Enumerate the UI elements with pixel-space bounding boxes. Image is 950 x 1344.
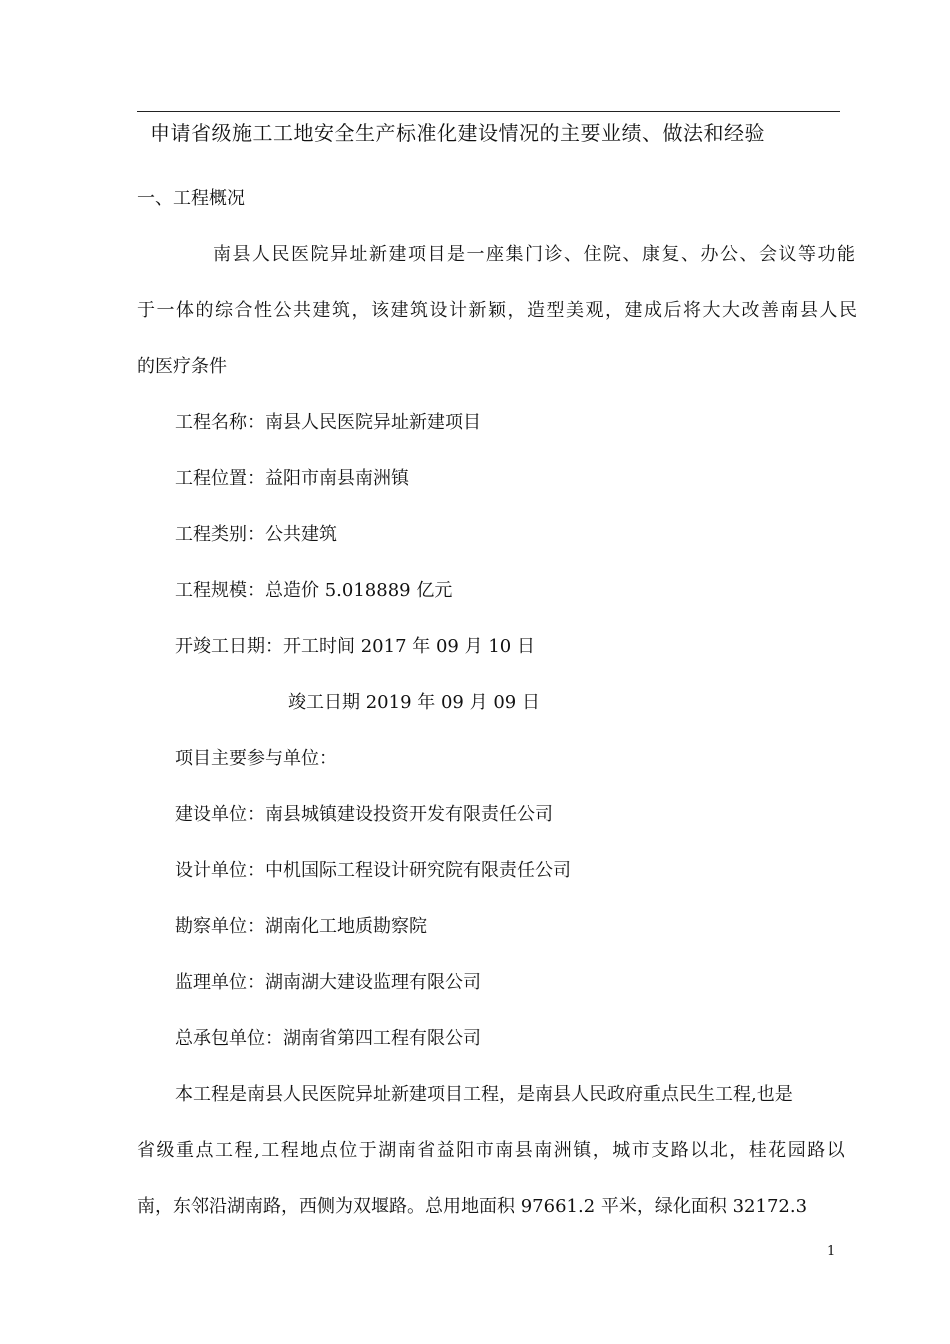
overview-paragraph-line: 的医疗条件 — [137, 356, 227, 377]
participant-general-contractor: 总承包单位：湖南省第四工程有限公司 — [175, 1028, 481, 1049]
document-title: 申请省级施工工地安全生产标准化建设情况的主要业绩、做法和经验 — [150, 121, 765, 145]
project-name: 工程名称：南县人民医院异址新建项目 — [175, 412, 481, 433]
participant-builder: 建设单位：南县城镇建设投资开发有限责任公司 — [175, 804, 553, 825]
participants-heading: 项目主要参与单位： — [175, 748, 337, 769]
project-location: 工程位置：益阳市南县南洲镇 — [175, 468, 409, 489]
body-paragraph-line: 南，东邻沿湖南路，西侧为双堰路。总用地面积 97661.2 平米，绿化面积 32172.3 — [137, 1196, 808, 1217]
section-heading: 一、工程概况 — [137, 188, 245, 209]
project-scale: 工程规模：总造价 5.018889 亿元 — [175, 580, 453, 601]
participant-designer: 设计单位：中机国际工程设计研究院有限责任公司 — [175, 860, 571, 881]
project-completion-date: 竣工日期 2019 年 09 月 09 日 — [288, 692, 540, 713]
body-paragraph-line: 本工程是南县人民医院异址新建项目工程，是南县人民政府重点民生工程,也是 — [175, 1084, 793, 1105]
header-rule — [137, 111, 840, 112]
overview-paragraph-line: 于一体的综合性公共建筑，该建筑设计新颖，造型美观，建成后将大大改善南县人民 — [137, 300, 859, 321]
project-start-date: 开竣工日期：开工时间 2017 年 09 月 10 日 — [175, 636, 535, 657]
participant-surveyor: 勘察单位：湖南化工地质勘察院 — [175, 916, 427, 937]
participant-supervisor: 监理单位：湖南湖大建设监理有限公司 — [175, 972, 481, 993]
page-number: 1 — [827, 1244, 836, 1259]
overview-paragraph-line: 南县人民医院异址新建项目是一座集门诊、住院、康复、办公、会议等功能 — [213, 244, 857, 265]
project-category: 工程类别：公共建筑 — [175, 524, 337, 545]
body-paragraph-line: 省级重点工程,工程地点位于湖南省益阳市南县南洲镇，城市支路以北，桂花园路以 — [137, 1140, 847, 1161]
